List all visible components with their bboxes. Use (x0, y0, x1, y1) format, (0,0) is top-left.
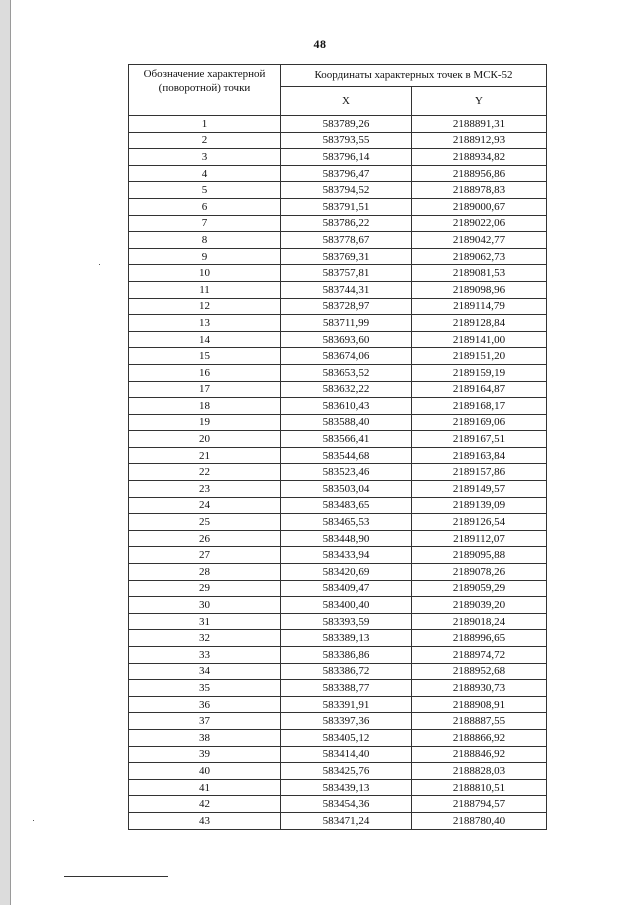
table-row (129, 265, 547, 282)
point-number-cell: 5 (129, 182, 281, 199)
table-row (129, 398, 547, 415)
point-number-cell: 8 (129, 232, 281, 249)
table-row (129, 729, 547, 746)
table-row (129, 530, 547, 547)
x-coordinate-cell: 583433,94 (281, 547, 412, 564)
table-row (129, 497, 547, 514)
coordinates-table (128, 64, 547, 830)
point-number-cell: 40 (129, 763, 281, 780)
x-coordinate-cell: 583386,72 (281, 663, 412, 680)
point-number-cell: 23 (129, 481, 281, 498)
table-row (129, 647, 547, 664)
x-coordinate-cell: 583588,40 (281, 414, 412, 431)
x-coordinate-cell: 583465,53 (281, 514, 412, 531)
y-coordinate-cell: 2188846,92 (412, 746, 547, 763)
y-coordinate-cell: 2188912,93 (412, 132, 547, 149)
table-row (129, 348, 547, 365)
table-header-row (129, 65, 547, 87)
y-coordinate-cell: 2189139,09 (412, 497, 547, 514)
y-coordinate-cell: 2189000,67 (412, 198, 547, 215)
table-row (129, 796, 547, 813)
y-coordinate-cell: 2189141,00 (412, 331, 547, 348)
table-row (129, 597, 547, 614)
x-coordinate-cell: 583393,59 (281, 613, 412, 630)
y-coordinate-cell: 2189167,51 (412, 431, 547, 448)
table-row (129, 364, 547, 381)
y-coordinate-cell: 2189112,07 (412, 530, 547, 547)
table-row (129, 663, 547, 680)
x-coordinate-cell: 583796,47 (281, 165, 412, 182)
x-coordinate-cell: 583653,52 (281, 364, 412, 381)
table-row (129, 613, 547, 630)
point-number-cell: 21 (129, 447, 281, 464)
table-row (129, 232, 547, 249)
point-number-cell: 33 (129, 647, 281, 664)
point-number-cell: 7 (129, 215, 281, 232)
point-number-cell: 19 (129, 414, 281, 431)
table-row (129, 680, 547, 697)
y-coordinate-cell: 2188934,82 (412, 149, 547, 166)
x-coordinate-cell: 583503,04 (281, 481, 412, 498)
table-row (129, 215, 547, 232)
x-coordinate-cell: 583420,69 (281, 564, 412, 581)
x-coordinate-cell: 583544,68 (281, 447, 412, 464)
point-number-cell: 41 (129, 779, 281, 796)
point-number-cell: 1 (129, 116, 281, 133)
x-coordinate-cell: 583769,31 (281, 248, 412, 265)
y-coordinate-cell: 2188908,91 (412, 696, 547, 713)
y-coordinate-cell: 2188780,40 (412, 812, 547, 829)
point-number-cell: 27 (129, 547, 281, 564)
point-number-cell: 12 (129, 298, 281, 315)
y-coordinate-cell: 2188930,73 (412, 680, 547, 697)
scan-speck (99, 264, 100, 265)
x-coordinate-cell: 583789,26 (281, 116, 412, 133)
x-column-header: X (281, 86, 412, 115)
x-coordinate-cell: 583471,24 (281, 812, 412, 829)
y-coordinate-cell: 2189078,26 (412, 564, 547, 581)
table-row (129, 198, 547, 215)
coords-group-header: Координаты характерных точек в МСК-52 (281, 65, 547, 87)
point-number-cell: 17 (129, 381, 281, 398)
point-column-header: Обозначение характерной (поворотной) точки (129, 65, 281, 116)
y-coordinate-cell: 2189126,54 (412, 514, 547, 531)
y-coordinate-cell: 2189062,73 (412, 248, 547, 265)
x-coordinate-cell: 583674,06 (281, 348, 412, 365)
x-coordinate-cell: 583448,90 (281, 530, 412, 547)
y-coordinate-cell: 2189095,88 (412, 547, 547, 564)
x-coordinate-cell: 583523,46 (281, 464, 412, 481)
point-number-cell: 37 (129, 713, 281, 730)
table-row (129, 447, 547, 464)
y-coordinate-cell: 2189022,06 (412, 215, 547, 232)
point-number-cell: 43 (129, 812, 281, 829)
point-number-cell: 6 (129, 198, 281, 215)
table-row (129, 414, 547, 431)
x-coordinate-cell: 583388,77 (281, 680, 412, 697)
point-number-cell: 13 (129, 315, 281, 332)
table-row (129, 132, 547, 149)
point-number-cell: 22 (129, 464, 281, 481)
page-number: 48 (313, 37, 327, 51)
page-left-edge (0, 0, 11, 905)
table-row (129, 149, 547, 166)
y-coordinate-cell: 2188887,55 (412, 713, 547, 730)
point-number-cell: 14 (129, 331, 281, 348)
x-coordinate-cell: 583610,43 (281, 398, 412, 415)
table-row (129, 746, 547, 763)
y-coordinate-cell: 2189081,53 (412, 265, 547, 282)
x-coordinate-cell: 583711,99 (281, 315, 412, 332)
x-coordinate-cell: 583632,22 (281, 381, 412, 398)
point-number-cell: 24 (129, 497, 281, 514)
x-coordinate-cell: 583397,36 (281, 713, 412, 730)
x-coordinate-cell: 583400,40 (281, 597, 412, 614)
point-number-cell: 28 (129, 564, 281, 581)
table-row (129, 281, 547, 298)
table-row (129, 481, 547, 498)
y-coordinate-cell: 2189114,79 (412, 298, 547, 315)
x-coordinate-cell: 583744,31 (281, 281, 412, 298)
point-number-cell: 25 (129, 514, 281, 531)
x-coordinate-cell: 583778,67 (281, 232, 412, 249)
point-number-cell: 31 (129, 613, 281, 630)
point-number-cell: 4 (129, 165, 281, 182)
y-coordinate-cell: 2188828,03 (412, 763, 547, 780)
x-coordinate-cell: 583693,60 (281, 331, 412, 348)
y-coordinate-cell: 2189098,96 (412, 281, 547, 298)
table-row (129, 165, 547, 182)
x-coordinate-cell: 583414,40 (281, 746, 412, 763)
point-number-cell: 2 (129, 132, 281, 149)
table-row (129, 331, 547, 348)
point-number-cell: 36 (129, 696, 281, 713)
point-number-cell: 29 (129, 580, 281, 597)
table-body (129, 116, 547, 830)
x-coordinate-cell: 583793,55 (281, 132, 412, 149)
point-number-cell: 20 (129, 431, 281, 448)
x-coordinate-cell: 583566,41 (281, 431, 412, 448)
x-coordinate-cell: 583757,81 (281, 265, 412, 282)
x-coordinate-cell: 583791,51 (281, 198, 412, 215)
x-coordinate-cell: 583786,22 (281, 215, 412, 232)
x-coordinate-cell: 583405,12 (281, 729, 412, 746)
y-coordinate-cell: 2188956,86 (412, 165, 547, 182)
y-coordinate-cell: 2189059,29 (412, 580, 547, 597)
scan-speck (33, 820, 34, 821)
x-coordinate-cell: 583389,13 (281, 630, 412, 647)
x-coordinate-cell: 583386,86 (281, 647, 412, 664)
point-number-cell: 26 (129, 530, 281, 547)
table-row (129, 315, 547, 332)
point-number-cell: 18 (129, 398, 281, 415)
point-number-cell: 11 (129, 281, 281, 298)
table-row (129, 580, 547, 597)
table-row (129, 248, 547, 265)
point-number-cell: 3 (129, 149, 281, 166)
y-coordinate-cell: 2188974,72 (412, 647, 547, 664)
table-row (129, 713, 547, 730)
y-coordinate-cell: 2188978,83 (412, 182, 547, 199)
x-coordinate-cell: 583409,47 (281, 580, 412, 597)
y-coordinate-cell: 2189039,20 (412, 597, 547, 614)
point-number-cell: 34 (129, 663, 281, 680)
x-coordinate-cell: 583794,52 (281, 182, 412, 199)
x-coordinate-cell: 583483,65 (281, 497, 412, 514)
y-coordinate-cell: 2188952,68 (412, 663, 547, 680)
point-number-cell: 9 (129, 248, 281, 265)
y-coordinate-cell: 2189169,06 (412, 414, 547, 431)
y-coordinate-cell: 2189042,77 (412, 232, 547, 249)
y-coordinate-cell: 2188996,65 (412, 630, 547, 647)
point-number-cell: 35 (129, 680, 281, 697)
point-number-cell: 38 (129, 729, 281, 746)
table-row (129, 298, 547, 315)
point-number-cell: 16 (129, 364, 281, 381)
x-coordinate-cell: 583454,36 (281, 796, 412, 813)
y-column-header: Y (412, 86, 547, 115)
x-coordinate-cell: 583439,13 (281, 779, 412, 796)
table-row (129, 514, 547, 531)
footnote-separator (64, 876, 168, 877)
point-number-cell: 10 (129, 265, 281, 282)
y-coordinate-cell: 2189157,86 (412, 464, 547, 481)
point-number-cell: 32 (129, 630, 281, 647)
table-row (129, 182, 547, 199)
table-row (129, 381, 547, 398)
table-row (129, 564, 547, 581)
table-row (129, 116, 547, 133)
x-coordinate-cell: 583796,14 (281, 149, 412, 166)
y-coordinate-cell: 2188891,31 (412, 116, 547, 133)
y-coordinate-cell: 2188866,92 (412, 729, 547, 746)
y-coordinate-cell: 2189164,87 (412, 381, 547, 398)
point-number-cell: 42 (129, 796, 281, 813)
x-coordinate-cell: 583391,91 (281, 696, 412, 713)
table-row (129, 431, 547, 448)
y-coordinate-cell: 2189168,17 (412, 398, 547, 415)
y-coordinate-cell: 2189128,84 (412, 315, 547, 332)
point-number-cell: 30 (129, 597, 281, 614)
table-row (129, 464, 547, 481)
point-number-cell: 39 (129, 746, 281, 763)
y-coordinate-cell: 2188810,51 (412, 779, 547, 796)
x-coordinate-cell: 583425,76 (281, 763, 412, 780)
table-row (129, 547, 547, 564)
x-coordinate-cell: 583728,97 (281, 298, 412, 315)
table-row (129, 763, 547, 780)
y-coordinate-cell: 2189159,19 (412, 364, 547, 381)
table-row (129, 696, 547, 713)
table-row (129, 630, 547, 647)
table-row (129, 779, 547, 796)
y-coordinate-cell: 2189149,57 (412, 481, 547, 498)
y-coordinate-cell: 2189151,20 (412, 348, 547, 365)
y-coordinate-cell: 2188794,57 (412, 796, 547, 813)
y-coordinate-cell: 2189163,84 (412, 447, 547, 464)
table-row (129, 812, 547, 829)
point-number-cell: 15 (129, 348, 281, 365)
y-coordinate-cell: 2189018,24 (412, 613, 547, 630)
